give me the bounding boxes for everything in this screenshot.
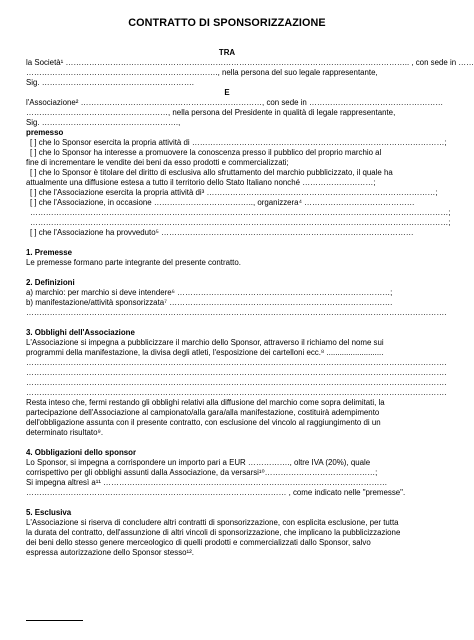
- premesso-line: [ ] che l'Associazione esercita la propria attività di³ ……………………………………………………………………………;: [30, 188, 438, 197]
- section-line: Resta inteso che, fermi restando gli obblighi relativi alla diffusione del marchio come sopra delimitati, la: [26, 398, 385, 407]
- section-line: …………………………………………………………………………………………………………………………………………….: [26, 308, 447, 317]
- section-line: la durata del contratto, dell'assunzione di altri vincoli di sponsorizzazione, che implicano la pubblicizzazione: [26, 528, 401, 537]
- section-line: partecipazione dell'Associazione al campionato/alla gara/alla manifestazione, costituirà adempimento: [26, 408, 380, 417]
- section-line: determinato risultato⁹.: [26, 428, 104, 437]
- section-line: dei beni dello stesso genere merceologico di quelli prodotti e commercializzati dallo Sponsor, salvo: [26, 538, 371, 547]
- premesso-line: ……………………………………………………………………………………………………………………………………………;: [30, 208, 451, 217]
- document-title: CONTRATTO DI SPONSORIZZAZIONE: [128, 17, 326, 29]
- section-line: …………………………………………………………………………………………………………………………………………….: [26, 368, 447, 377]
- section-line: …………………………………………………………………………………………………………………………………………….: [26, 358, 447, 367]
- section-line: L'Associazione si impegna a pubblicizzare il marchio dello Sponsor, attraverso il richiamo del nome sui: [26, 338, 384, 347]
- party-line: l'Associazione² ……………………………………………………………, con sede in ……………………………………………: [26, 98, 444, 107]
- section-line: Si impegna altresì a¹¹ ………………………………………………………………………………………………: [26, 478, 388, 487]
- section-line: corrispettivo per gli obblighi assunti dalla Associazione, da versarsi¹⁰……………………………………;: [26, 468, 378, 477]
- section-heading-obbligazioni-sponsor: 4. Obbligazioni dello sponsor: [26, 448, 137, 457]
- party-line: Sig. ………………………………………………….: [26, 78, 194, 87]
- premesso-heading: premesso: [26, 128, 64, 137]
- premesso-line: [ ] che l'Associazione ha provveduto⁵ ……………………………………………………………………………………: [30, 228, 414, 237]
- section-line: programmi della manifestazione, la divisa degli atleti, l'esposizione dei cartelloni ecc.⁸ ..........................: [26, 348, 384, 357]
- section-heading-definizioni: 2. Definizioni: [26, 278, 75, 287]
- section-line: Lo Sponsor, si impegna a corrispondere un importo pari a EUR ……………., oltre IVA (20%), quale: [26, 458, 371, 467]
- section-heading-obblighi-associazione: 3. Obblighi dell'Associazione: [26, 328, 135, 337]
- premesso-line: fine di incrementare le vendite dei beni da esso prodotti e commercializzati;: [26, 158, 289, 167]
- party-line: la Società¹ ………………………………………………………………………………………………………………….. , con sede in ……: [26, 58, 474, 67]
- e-label: E: [224, 88, 230, 97]
- section-line: …………………………………………………………………………………………………………………………………………….: [26, 378, 447, 387]
- section-line: Le premesse formano parte integrante del presente contratto.: [26, 258, 241, 267]
- section-line: b) manifestazione/attività sponsorizzata⁷ ………………………………………………………………………….: [26, 298, 393, 307]
- premesso-line: [ ] che lo Sponsor esercita la propria attività di ……………………………………………………………………………………;: [30, 138, 447, 147]
- premesso-line: ……………………………………………………………………………………………………………………………………………;: [30, 218, 451, 227]
- footnote-separator: [26, 620, 83, 621]
- premesso-line: [ ] che l'Associazione, in occasione ……………………………….., organizzera⁴ ……………………………………: [30, 198, 415, 207]
- section-line: ……………………………………………………………………………………… , come indicato nelle "premesse".: [26, 488, 406, 497]
- premesso-line: attualmente una diffusione estesa a tutto il territorio dello Stato Italiano nonché ………………………;: [26, 178, 376, 187]
- section-line: a) marchio: per marchio si deve intendere⁶ ………………………………………………………………………;: [26, 288, 393, 297]
- section-line: espressa autorizzazione dello Sponsor stesso¹².: [26, 548, 194, 557]
- section-line: dell'obbligazione assunta con il presente contratto, con esclusione del vincolo al raggiungimento di un: [26, 418, 381, 427]
- contract-document: [26, 10, 474, 558]
- party-line: Sig. …………………………………………….,: [26, 118, 181, 127]
- section-line: L'Associazione si riserva di concludere altri contratti di sponsorizzazione, con esplicita esclusione, per tutta: [26, 518, 399, 527]
- party-line: ………………………………………………………………., nella persona del suo legale rappresentante,: [26, 68, 378, 77]
- section-heading-premesse: 1. Premesse: [26, 248, 73, 257]
- section-line: …………………………………………………………………………………………………………………………………………….: [26, 388, 447, 397]
- section-heading-esclusiva: 5. Esclusiva: [26, 508, 72, 517]
- party-line: ………………………………………………, nella persona del Presidente in qualità di legale rappresentante,: [26, 108, 396, 117]
- premesso-line: [ ] che lo Sponsor ha interesse a promuovere la conoscenza presso il pubblico del proprio marchio al: [30, 148, 382, 157]
- tra-label: TRA: [218, 48, 236, 57]
- premesso-line: [ ] che lo Sponsor è titolare del diritto di esclusiva allo sfruttamento del marchio pubblicizzato, il quale ha: [30, 168, 393, 177]
